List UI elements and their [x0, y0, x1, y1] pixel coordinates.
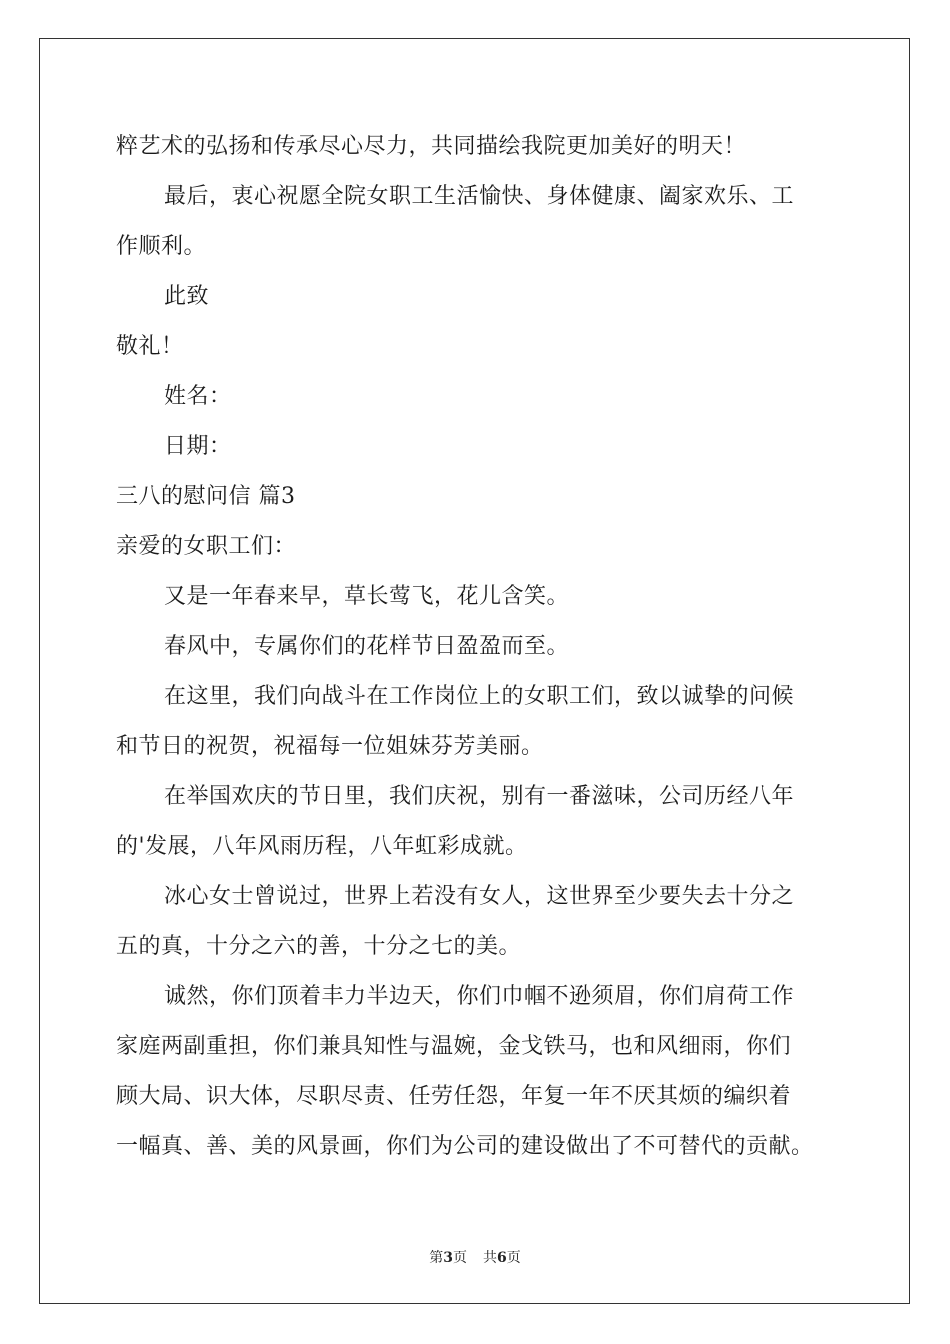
- closing-salutation: 此致: [164, 284, 210, 309]
- text-line: 作顺利。: [116, 234, 207, 259]
- text-line: 在举国欢庆的节日里，我们庆祝，别有一番滋味，公司历经八年: [164, 784, 795, 809]
- text-line: 粹艺术的弘扬和传承尽心尽力，共同描绘我院更加美好的明天！: [116, 134, 747, 159]
- text-line: 冰心女士曾说过，世界上若没有女人，这世界至少要失去十分之: [164, 884, 795, 909]
- signature-name-label: 姓名：: [164, 384, 232, 409]
- document-body: [116, 122, 846, 1172]
- text-line: 最后，衷心祝愿全院女职工生活愉快、身体健康、阖家欢乐、工: [164, 184, 795, 209]
- current-page-number: 3: [443, 1250, 453, 1266]
- text-line: 春风中，专属你们的花样节日盈盈而至。: [164, 634, 570, 659]
- text-line: 的'发展，八年风雨历程，八年虹彩成就。: [116, 834, 528, 859]
- page-footer: [0, 1247, 950, 1267]
- text-line: 又是一年春来早，草长莺飞，花儿含笑。: [164, 584, 570, 609]
- letter-greeting: 亲爱的女职工们：: [116, 534, 297, 559]
- text-line: 五的真，十分之六的善，十分之七的美。: [116, 934, 522, 959]
- section-title: 三八的慰问信 篇3: [116, 484, 296, 509]
- footer-page-suffix: 页: [453, 1250, 467, 1266]
- text-line: 在这里，我们向战斗在工作岗位上的女职工们，致以诚挚的问候: [164, 684, 795, 709]
- footer-total-suffix: 页: [506, 1250, 521, 1266]
- text-line: 和节日的祝贺，祝福每一位姐妹芬芳美丽。: [116, 734, 544, 759]
- signature-date-label: 日期：: [164, 434, 232, 459]
- text-line: 诚然，你们顶着丰力半边天，你们巾帼不逊须眉，你们肩荷工作: [164, 984, 795, 1009]
- text-line: 家庭两副重担，你们兼具知性与温婉，金戈铁马，也和风细雨，你们: [116, 1034, 792, 1059]
- footer-total-prefix: 共: [483, 1250, 497, 1266]
- closing-regards: 敬礼！: [116, 334, 184, 359]
- footer-prefix: 第: [429, 1250, 444, 1266]
- total-page-number: 6: [497, 1250, 507, 1266]
- text-line: 顾大局、识大体，尽职尽责、任劳任怨，年复一年不厌其烦的编织着: [116, 1084, 792, 1109]
- text-line: 一幅真、善、美的风景画，你们为公司的建设做出了不可替代的贡献。: [116, 1134, 814, 1159]
